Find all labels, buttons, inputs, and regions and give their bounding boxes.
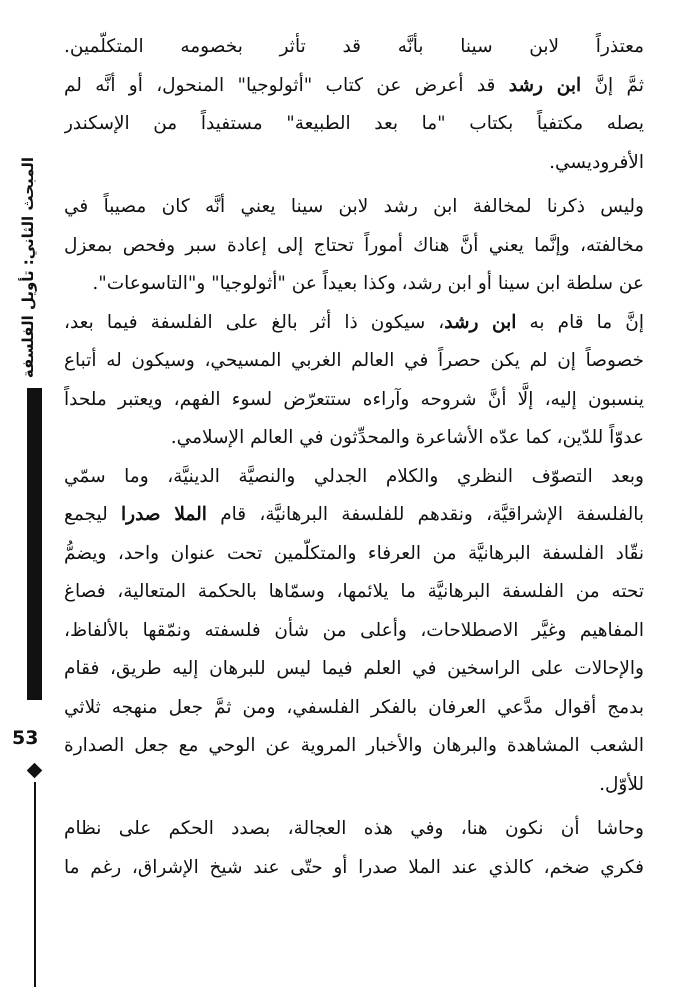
text-line: المفاهيم وغيَّر الاصطلاحات، وأعلى من شأن فلسفته ونمّقها بالألفاظ،	[64, 619, 644, 641]
text-line: عدوّاً للدّين، كما عدّه الأشاعرة والمحدِّثون في العالم الإسلامي.	[170, 427, 644, 448]
text-line: فكري ضخم، كالذي عند الملا صدرا أو حتّى عند شيخ الإشراق، رغم ما	[64, 856, 644, 878]
text-line: الشعب المشاهدة والبرهان والأخبار المروية عن الوحي مع جعل الصدارة	[64, 735, 644, 756]
diamond-icon	[27, 763, 43, 779]
emphasized-name: ابن رشد	[444, 311, 517, 333]
text-line: بدمج أقوال مدَّعي العرفان بالفكر الفلسفي، ومن ثمَّ جعل منهجه ثلاثي	[64, 696, 644, 718]
body-text	[64, 28, 644, 887]
side-rule-divider	[34, 782, 36, 987]
text-line: خصوصاً إن لم يكن حصراً في العالم الغربي المسيحي، وسيكون له أتباع	[64, 350, 644, 371]
text-line: عن سلطة ابن سينا أو ابن رشد، وكذا بعيداً عن "أثولوجيا" و"التاسوعات".	[92, 273, 644, 294]
text-line: للأوّل.	[599, 773, 644, 795]
text-line: معتذراً لابن سينا بأنَّه قد تأثر بخصومه المتكلّمين.	[64, 36, 644, 57]
side-bar-decoration	[27, 388, 42, 700]
text-line: مخالفته، وإنَّما يعني أنَّ هناك أموراً تحتاج إلى إعادة سبر وفحص بمعزل	[64, 234, 644, 256]
text-line: نقّاد الفلسفة البرهانيَّة من العرفاء والمتكلّمين تحت عنوان واحد، ويضمُّ	[64, 542, 644, 564]
text-line: ينسبون إليه، إلَّا أنَّ شروحه وآراءه ستتعرّض لسوء الفهم، ويعتبر ملحداً	[64, 388, 644, 410]
page-number: 53	[12, 727, 39, 749]
running-header-text: المبحث الثاني: تأويل الفلسفة	[19, 156, 37, 379]
text-line: وليس ذكرنا لمخالفة ابن رشد لابن سينا يعني أنَّه كان مصيباً في	[64, 196, 644, 217]
text-line: وبعد التصوّف النظري والكلام الجدلي والنصيَّة الدينيَّة، وما سمّي	[64, 465, 644, 487]
text-line: وحاشا أن نكون هنا، وفي هذه العجالة، بصدد الحكم على نظام	[64, 818, 644, 839]
emphasized-name: الملا صدرا	[121, 504, 207, 525]
text-line: تحته من الفلسفة البرهانيَّة ما يلائمها، وسمّاها بالحكمة المتعالية، فصاغ	[64, 581, 644, 602]
text-line: ثمَّ إنَّ ابن رشد قد أعرض عن كتاب "أثولوجيا" المنحول، أو أنَّه لم	[64, 74, 644, 96]
text-line: الأفروديسي.	[549, 151, 644, 173]
text-line: يصله مكتفياً بكتاب "ما بعد الطبيعة" مستفيداً من الإسكندر	[64, 113, 644, 134]
text-line: إنَّ ما قام به ابن رشد، سيكون ذا أثر بالغ على الفلسفة فيما بعد،	[64, 311, 644, 333]
running-header	[8, 150, 48, 385]
text-line: والإحالات على الراسخين في العلم فيما ليس للبرهان إليه طريق، فقام	[64, 658, 644, 679]
text-line: بالفلسفة الإشراقيَّة، ونقدهم للفلسفة البرهانيَّة، قام الملا صدرا ليجمع	[64, 504, 644, 525]
emphasized-name: ابن رشد	[508, 74, 582, 96]
